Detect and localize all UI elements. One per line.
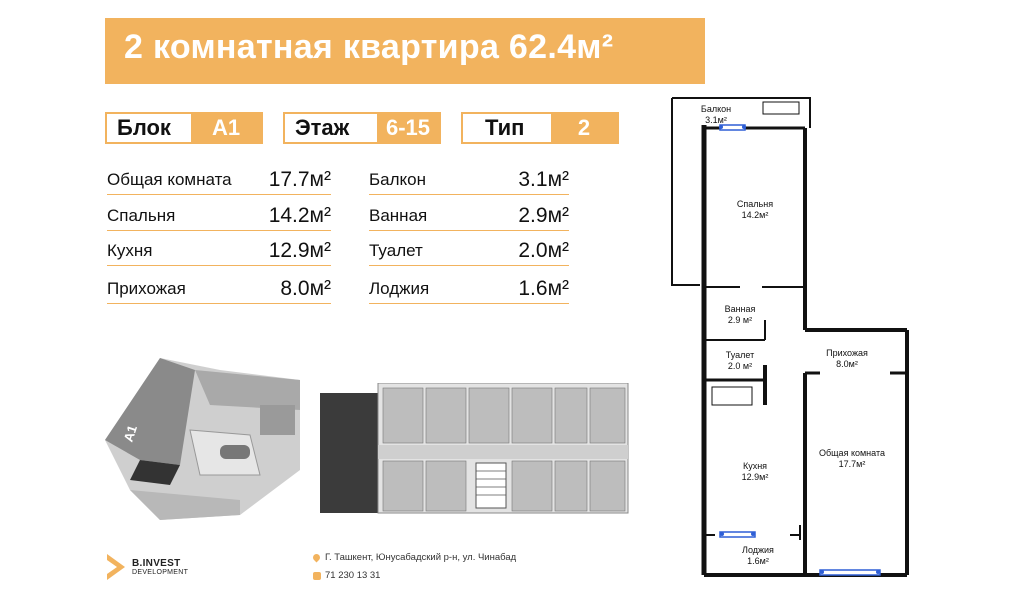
brand-sub: DEVELOPMENT (132, 569, 189, 576)
location-pin-icon (312, 553, 322, 563)
room-row (369, 202, 569, 231)
room-name: Лоджия (369, 279, 430, 298)
floor-value: 6-15 (377, 114, 439, 142)
room-area: 14.2м² (268, 204, 331, 227)
room-row (369, 166, 569, 195)
room-row (369, 237, 569, 266)
room-area: 1.6м² (518, 277, 569, 300)
room-name: Туалет (369, 241, 423, 260)
address-text: Г. Ташкент, Юнусабадский р-н, ул. Чинабад (325, 552, 517, 563)
type-label: Тип (485, 115, 525, 140)
room-row (107, 237, 331, 266)
room-area: 17.7м² (268, 168, 331, 191)
room-name: Ванная (369, 206, 428, 225)
room-area: 12.9м² (268, 239, 331, 262)
block-box (105, 112, 263, 144)
plan-label-bathroom: Ванная 2.9 м² (724, 304, 756, 325)
apartment-floor-plan (660, 95, 920, 587)
plan-label-hallway: Прихожая 8.0м² (826, 348, 868, 369)
block-value: А1 (191, 114, 261, 142)
plan-label-kitchen: Кухня 12.9м² (741, 461, 769, 482)
room-name: Балкон (369, 170, 427, 189)
block-label: Блок (117, 115, 171, 140)
plan-label-living: Общая комната 17.7м² (819, 448, 885, 469)
floor-label: Этаж (295, 115, 350, 140)
room-name: Спальня (107, 206, 176, 225)
room-area: 2.9м² (518, 204, 569, 227)
room-row (107, 166, 331, 195)
phone-text: 71 230 13 31 (325, 570, 381, 581)
room-row (107, 202, 331, 231)
page-title: 2 комнатная квартира 62.4м² (124, 28, 614, 66)
brand-name: B.INVEST (132, 558, 181, 569)
site-block-label: А1 (120, 423, 141, 444)
room-area: 3.1м² (518, 168, 569, 191)
room-area: 2.0м² (518, 239, 569, 262)
plan-label-bedroom: Спальня 14.2м² (736, 199, 774, 220)
phone-icon (313, 572, 321, 580)
room-name: Кухня (107, 241, 153, 260)
plan-label-balcony: Балкон 3.1м² (700, 104, 732, 125)
plan-label-loggia: Лоджия 1.6м² (742, 545, 774, 566)
room-area: 8.0м² (280, 277, 331, 300)
plan-label-toilet: Туалет 2.0 м² (725, 350, 755, 371)
room-row (369, 275, 569, 304)
room-name: Общая комната (107, 170, 232, 189)
type-value: 2 (551, 114, 617, 142)
floor-plan-thumbnail (318, 383, 630, 515)
type-box (461, 112, 619, 144)
brand-logo-icon (105, 552, 127, 582)
room-name: Прихожая (107, 279, 186, 298)
room-row (107, 275, 331, 304)
floor-box (283, 112, 441, 144)
